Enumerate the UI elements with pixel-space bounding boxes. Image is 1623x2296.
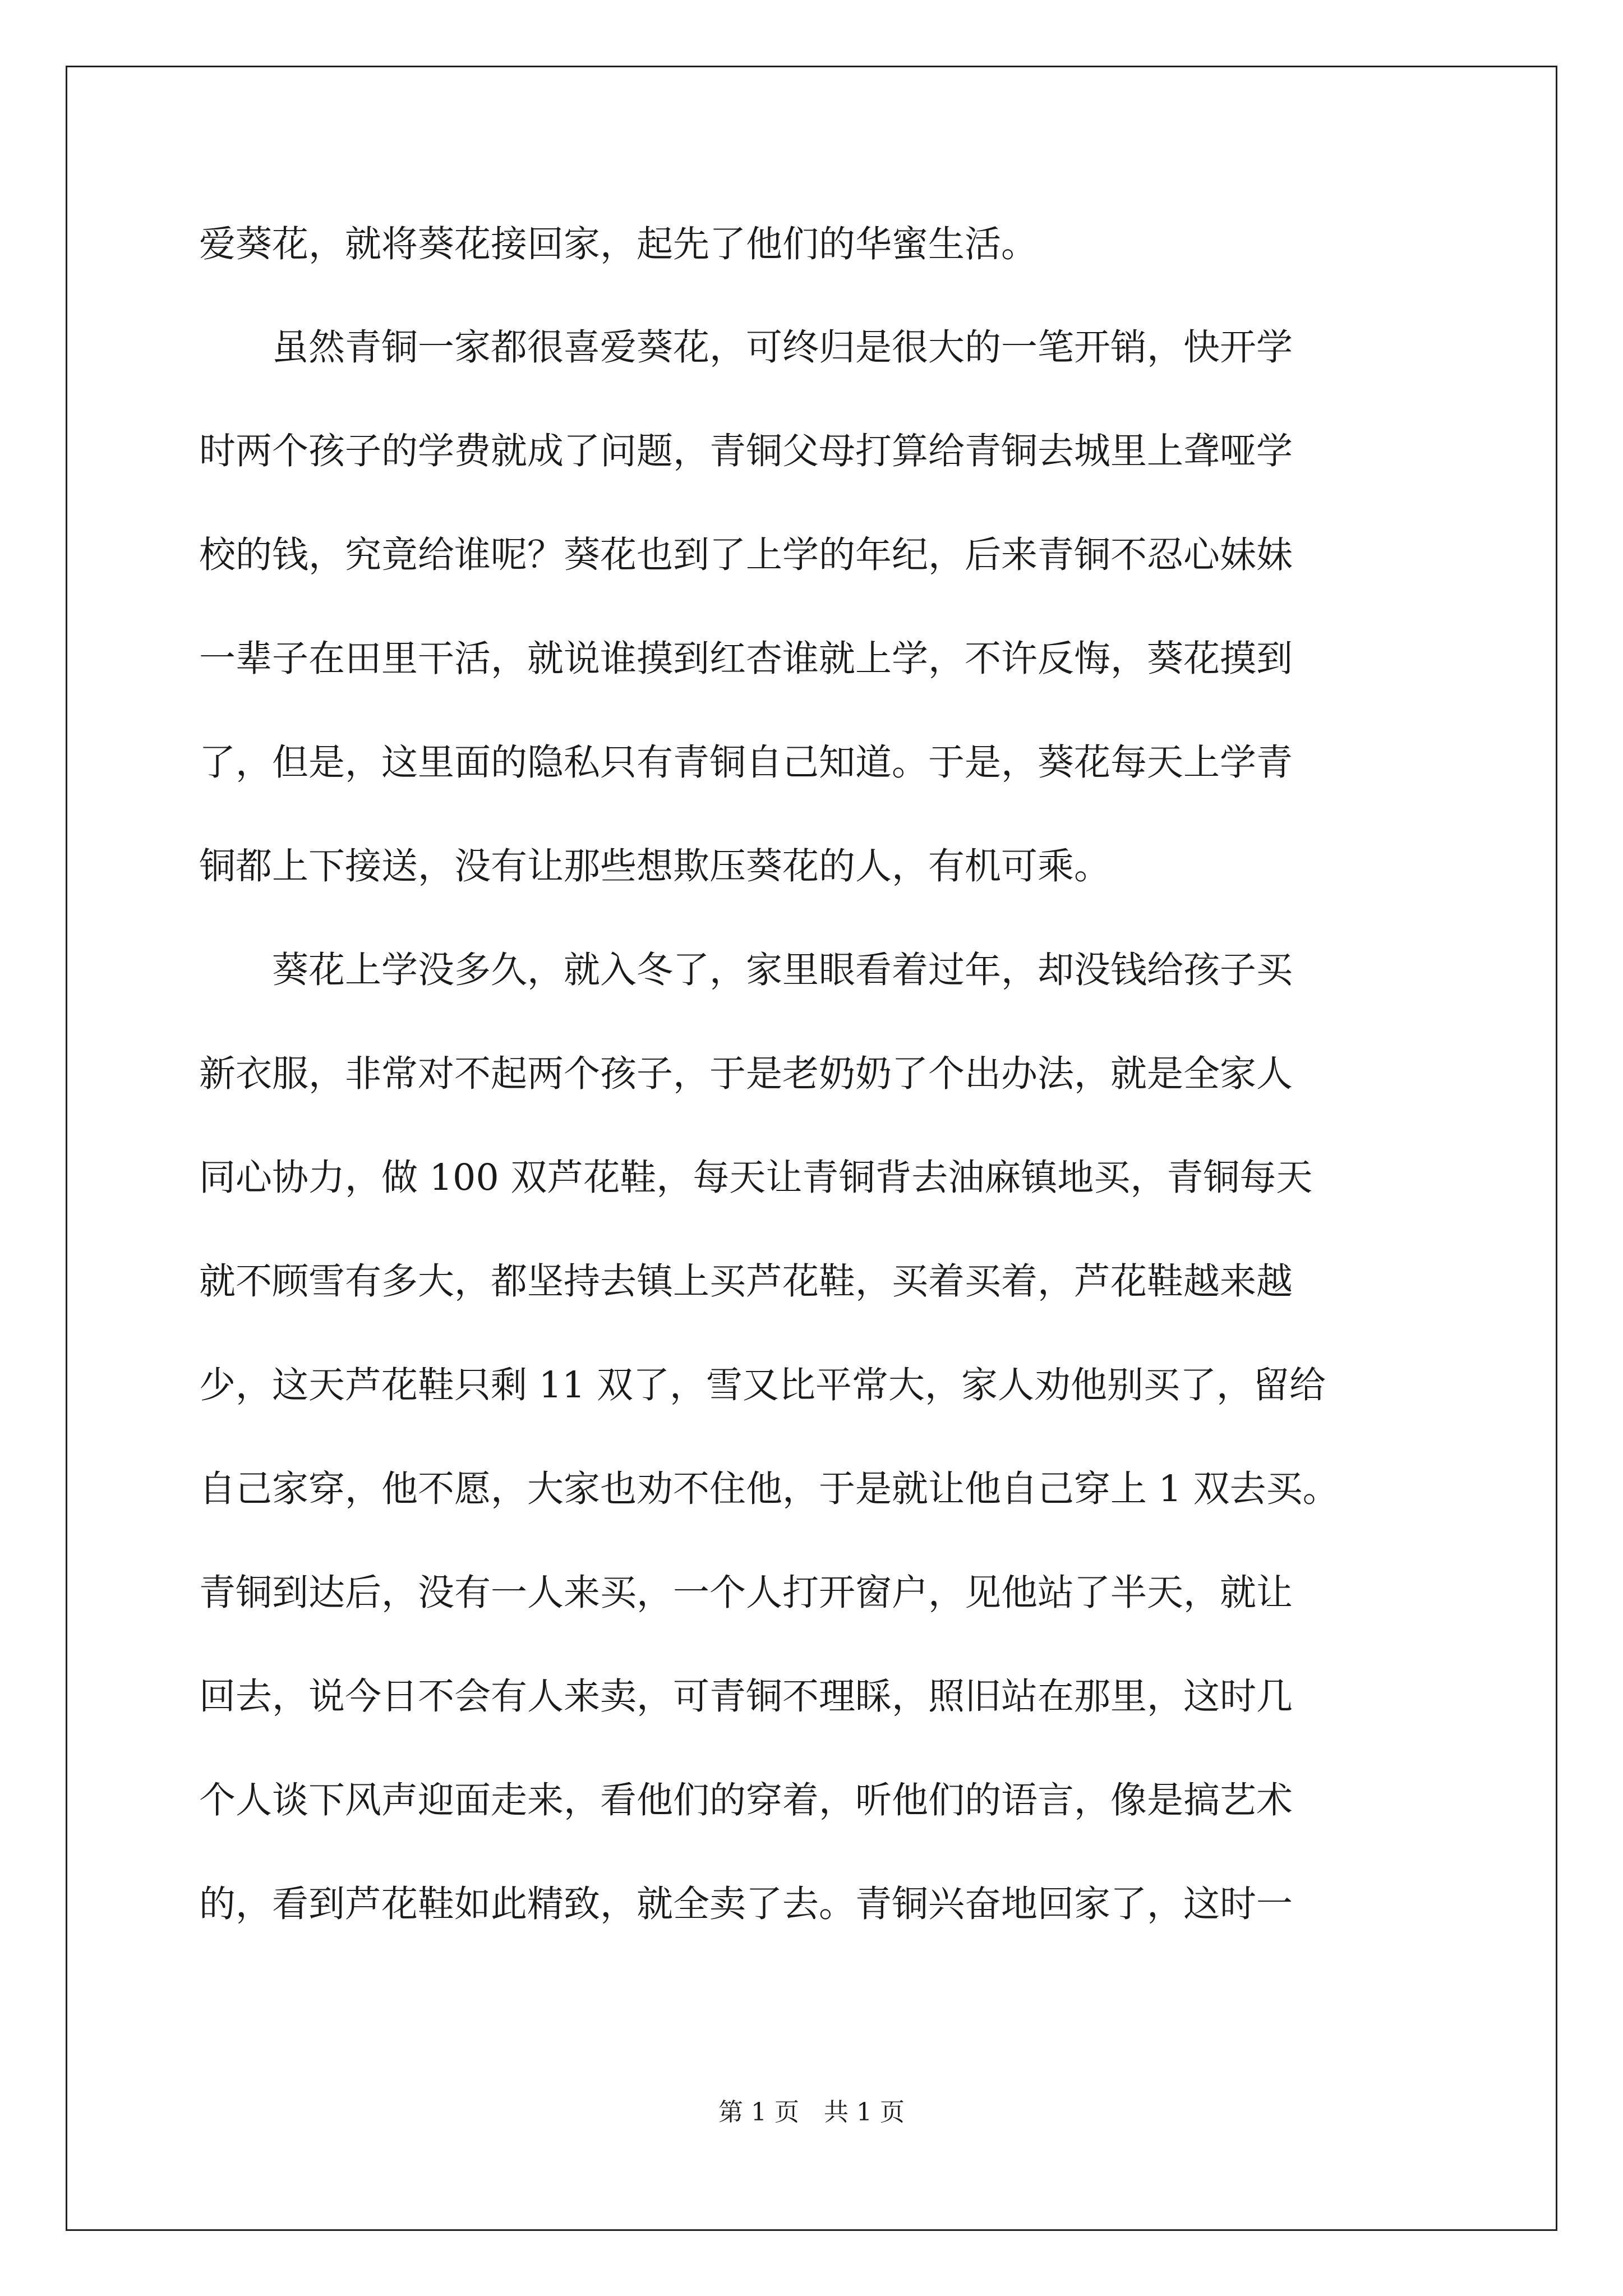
text-line: 的，看到芦花鞋如此精致，就全卖了去。青铜兴奋地回家了，这时一 [199, 1883, 1293, 1925]
text-line: 回去，说今日不会有人来卖，可青铜不理睬，照旧站在那里，这时几 [199, 1676, 1293, 1718]
page-number: 第 1 页 共 1 页 [718, 2098, 905, 2127]
text-line: 时两个孩子的学费就成了问题，青铜父母打算给青铜去城里上聋哑学 [199, 430, 1293, 472]
text-line: 一辈子在田里干活，就说谁摸到红杏谁就上学，不许反悔，葵花摸到 [199, 638, 1293, 680]
text-line: 铜都上下接送，没有让那些想欺压葵花的人，有机可乘。 [199, 845, 1111, 887]
text-line: 了，但是，这里面的隐私只有青铜自己知道。于是，葵花每天上学青 [199, 742, 1293, 784]
text-line: 校的钱，究竟给谁呢？葵花也到了上学的年纪，后来青铜不忍心妹妹 [199, 534, 1293, 576]
text-line: 同心协力，做 100 双芦花鞋，每天让青铜背去油麻镇地买，青铜每天 [199, 1157, 1313, 1199]
text-line: 爱葵花，就将葵花接回家，起先了他们的华蜜生活。 [199, 223, 1038, 265]
text-line: 就不顾雪有多大，都坚持去镇上买芦花鞋，买着买着，芦花鞋越来越 [199, 1260, 1293, 1303]
text-line: 自己家穿，他不愿，大家也劝不住他，于是就让他自己穿上 1 双去买。 [199, 1468, 1339, 1510]
text-line: 个人谈下风声迎面走来，看他们的穿着，听他们的语言，像是搞艺术 [199, 1779, 1293, 1821]
text-line: 少，这天芦花鞋只剩 11 双了，雪又比平常大，家人劝他别买了，留给 [199, 1364, 1326, 1406]
text-line: 葵花上学没多久，就入冬了，家里眼看着过年，却没钱给孩子买 [199, 949, 1293, 991]
text-line: 青铜到达后，没有一人来买，一个人打开窗户，见他站了半天，就让 [199, 1572, 1293, 1614]
text-line: 新衣服，非常对不起两个孩子，于是老奶奶了个出办法，就是全家人 [199, 1053, 1293, 1095]
text-line: 虽然青铜一家都很喜爱葵花，可终归是很大的一笔开销，快开学 [199, 326, 1293, 369]
